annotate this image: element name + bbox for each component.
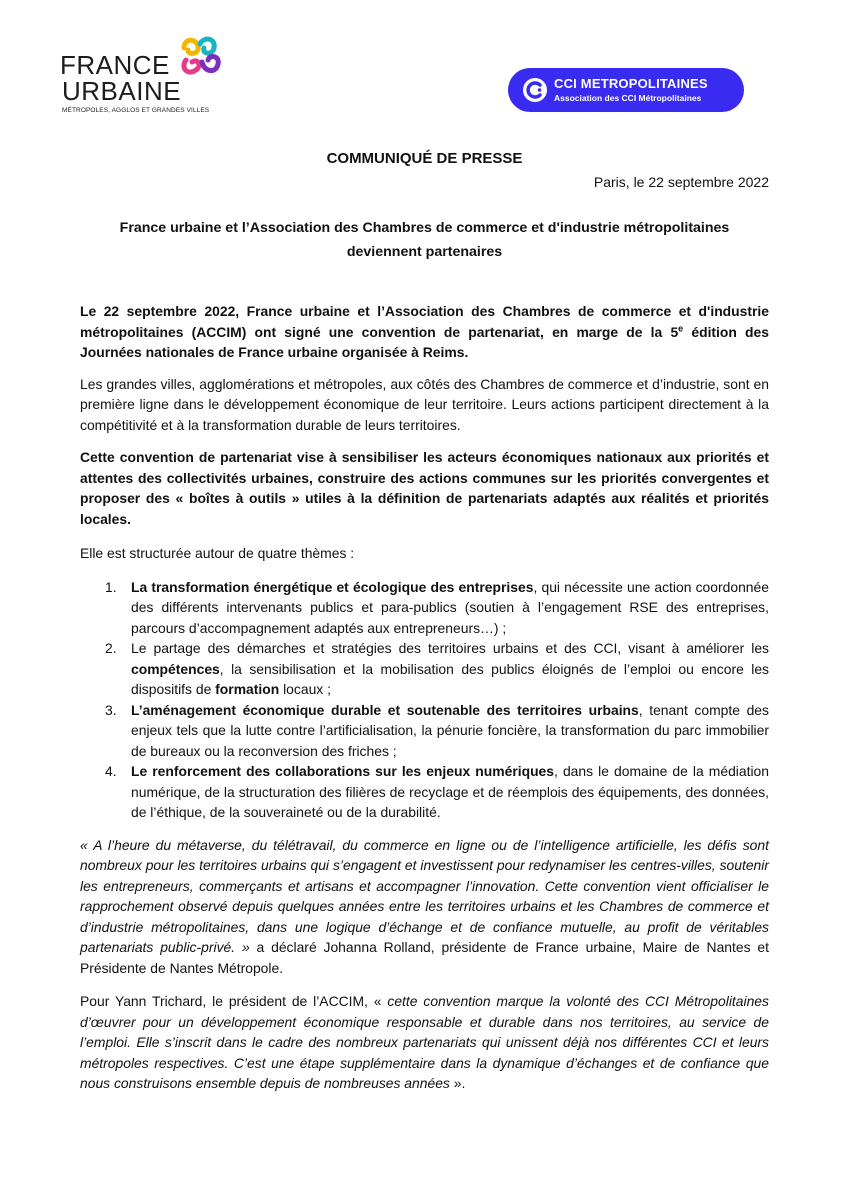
interlocking-loops-icon bbox=[176, 34, 222, 76]
quote-end: ». bbox=[449, 1075, 466, 1091]
lead-text: Le 22 septembre 2022, France urbaine et l’Association des Chambres de commerce et d'industrie métropolitaines (ACCIM) ont signé une convention de partenariat, en marge de la 5 bbox=[80, 303, 769, 340]
quote-yann-trichard bbox=[80, 991, 769, 1094]
lead-superscript: e bbox=[678, 322, 684, 333]
headline-line-2: deviennent partenaires bbox=[346, 244, 503, 260]
lead-paragraph bbox=[80, 301, 769, 363]
paragraph-objectives: Cette convention de partenariat vise à sensibiliser les acteurs économiques nationaux aux priorités et attentes des collectivités urbaines, construire des actions communes sur les priorités convergentes et proposer des « boîtes à outils » utiles à la définition de partenariats adaptés aux réalités et priorités locales. bbox=[80, 449, 769, 527]
theme-text: locaux ; bbox=[279, 681, 331, 697]
theme-title: L’aménagement économique durable et soutenable des territoires urbains bbox=[131, 701, 639, 718]
list-number: 1. bbox=[105, 578, 117, 595]
list-item bbox=[80, 638, 769, 700]
theme-keyword: compétences bbox=[131, 660, 220, 677]
cci-c-icon bbox=[522, 77, 548, 103]
theme-text: , dans le domaine de la médiation numérique, de la structuration des filières de recyclage et de réemplois des équipements, des données, de l’éthique, de la souveraineté ou de la durabilité. bbox=[131, 763, 769, 820]
theme-keyword: formation bbox=[215, 681, 280, 697]
theme-title: Le renforcement des collaborations sur les enjeux numériques bbox=[131, 763, 555, 779]
list-number: 2. bbox=[105, 640, 117, 656]
body-text bbox=[80, 301, 769, 1106]
quote-johanna-rolland bbox=[80, 835, 769, 979]
theme-text: , qui nécessite une action coordonnée des différents intervenants publics et para-publics (soutien à l’engagement RSE des entreprises, parcours d’accompagnement adaptés aux entrepreneurs…) ; bbox=[131, 578, 769, 636]
cci-logo-subtitle: Association des CCI Métropolitaines bbox=[554, 93, 702, 103]
list-number: 3. bbox=[105, 701, 117, 718]
lead-text-end: édition des Journées nationales de France urbaine organisée à Reims. bbox=[80, 323, 769, 360]
themes-list bbox=[80, 577, 769, 823]
list-item bbox=[80, 700, 769, 762]
france-urbaine-logo bbox=[60, 34, 225, 114]
list-item bbox=[80, 577, 769, 639]
dateline: Paris, le 22 septembre 2022 bbox=[593, 174, 769, 190]
headline bbox=[90, 216, 759, 264]
list-item bbox=[80, 761, 769, 823]
themes-intro: Elle est structurée autour de quatre thèmes : bbox=[80, 545, 355, 561]
paragraph-context: Les grandes villes, agglomérations et métropoles, aux côtés des Chambres de commerce et d’industrie, sont en première ligne dans le développement économique de leur territoire. Leurs actions participent directement à la compétitivité et à la transformation durable de leurs territoires. bbox=[80, 375, 769, 433]
headline-line-1: France urbaine et l’Association des Chambres de commerce et d'industrie métropolitaines bbox=[119, 220, 730, 236]
theme-text: , tenant compte des enjeux tels que la lutte contre l’artificialisation, la pénurie foncière, la transformation du parc immobilier de bureaux ou la reconversion des friches ; bbox=[131, 701, 769, 759]
theme-title: La transformation énergétique et écologique des entreprises bbox=[131, 578, 534, 595]
theme-text: Le partage des démarches et stratégies des territoires urbains et des CCI, visant à améliorer les bbox=[131, 640, 769, 656]
cci-metropolitaines-logo bbox=[508, 68, 744, 112]
document-title: COMMUNIQUÉ DE PRESSE bbox=[326, 150, 523, 167]
quote-attribution: a déclaré Johanna Rolland, présidente de France urbaine, Maire de Nantes et Présidente de Nantes Métropole. bbox=[80, 939, 769, 976]
list-number: 4. bbox=[105, 763, 117, 779]
quote-text: cette convention marque la volonté des CCI Métropolitaines d’œuvrer pour un développement économique responsable et durable dans nos territoires, au service de l’emploi. Elle s’inscrit dans le cadre des nombreux partenariats qui unissent déjà nos différentes CCI et leurs métropoles respectives. C’est une étape supplémentaire dans la dynamique d’échanges et de confiance que nous construisons ensemble depuis de nombreuses années bbox=[80, 993, 769, 1091]
france-urbaine-line2: URBAINE bbox=[62, 76, 182, 106]
france-urbaine-line1: FRANCE bbox=[60, 50, 170, 80]
quote-text: « A l’heure du métaverse, du télétravail, du commerce en ligne ou de l’intelligence artificielle, les défis sont nombreux pour les territoires urbains qui s’engagent et investissent pour redynamiser les centres-villes, soutenir les entrepreneurs, commerçants et artisans et accompagner l’innovation. Cette convention vient officialiser le rapprochement observé depuis quelques années entre les territoires urbains et les Chambres de commerce et d’industrie métropolitaines, dans une logique d’échange et de confiance mutuelle, au profit de véritables partenariats public-privé. » bbox=[80, 836, 769, 955]
cci-logo-title: CCI METROPOLITAINES bbox=[554, 76, 708, 91]
france-urbaine-tagline: MÉTROPOLES, AGGLOS ET GRANDES VILLES bbox=[62, 107, 210, 114]
theme-text: , la sensibilisation et la mobilisation des publics éloignés de l’emploi ou encore les dispositifs de bbox=[131, 660, 769, 697]
quote-intro: Pour Yann Trichard, le président de l’ACCIM, « bbox=[80, 993, 388, 1009]
